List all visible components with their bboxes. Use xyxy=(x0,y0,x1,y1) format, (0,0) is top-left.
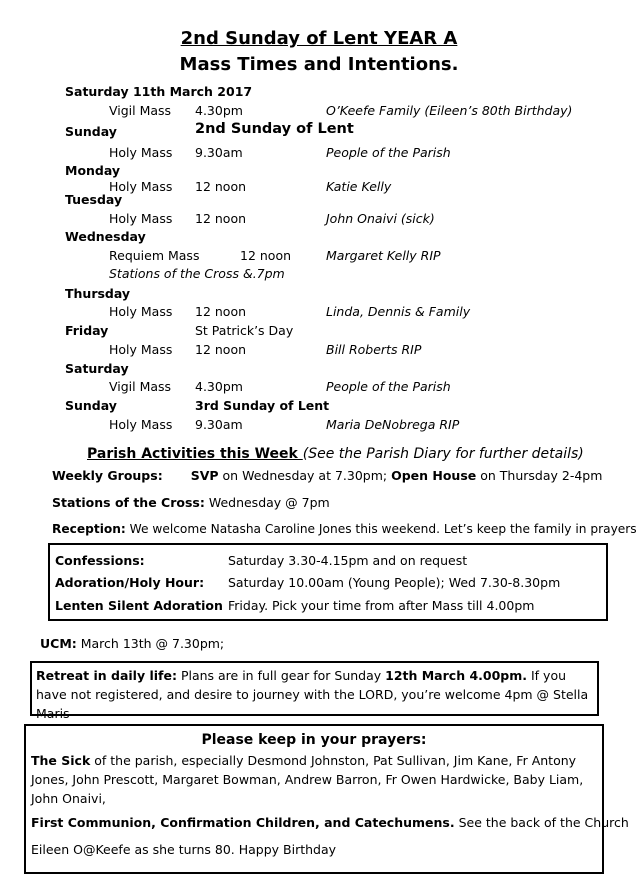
svp-text: on Wednesday at 7.30pm; xyxy=(218,468,392,483)
retreat-text-2: If you have not registered, and desire to journey with the LORD, you’re welcome 4pm @ Stella Maris xyxy=(36,668,589,721)
page-title: 2nd Sunday of Lent YEAR A xyxy=(180,28,458,49)
stations-line xyxy=(52,495,330,510)
retreat-text-1: Plans are in full gear for Sunday xyxy=(176,668,386,683)
feast-title: 3rd Sunday of Lent xyxy=(195,398,330,413)
mass-time: 12 noon xyxy=(195,342,247,357)
stations-note: Stations of the Cross &.7pm xyxy=(109,266,285,281)
mass-intention: Maria DeNobrega RIP xyxy=(326,417,460,432)
prayers-heading: Please keep in your prayers: xyxy=(201,732,427,748)
ucm-label: UCM: xyxy=(40,636,77,651)
day-label: Sunday xyxy=(65,398,117,413)
reception-line xyxy=(52,522,637,536)
day-label: Saturday xyxy=(65,361,129,376)
mass-intention: Bill Roberts RIP xyxy=(326,342,422,357)
open-house-label: Open House xyxy=(391,468,477,483)
ucm-text: March 13th @ 7.30pm; xyxy=(76,636,225,651)
mass-intention: People of the Parish xyxy=(326,379,451,394)
weekly-groups xyxy=(52,468,602,483)
eileen-line: Eileen O@Keefe as she turns 80. Happy Birthday xyxy=(31,842,337,857)
reception-text: We welcome Natasha Caroline Jones this weekend. Let’s keep the family in prayers xyxy=(125,522,637,536)
day-label: Monday xyxy=(65,163,121,178)
retreat-date: 12th March 4.00pm. xyxy=(385,668,528,683)
stations-text: Wednesday @ 7pm xyxy=(204,495,330,510)
adoration-text: Saturday 10.00am (Young People); Wed 7.30-8.30pm xyxy=(228,575,561,590)
day-label: Wednesday xyxy=(65,229,146,244)
communion-label: First Communion, Confirmation Children, and Catechumens. xyxy=(31,815,455,830)
page-subtitle: Mass Times and Intentions. xyxy=(179,54,459,75)
mass-time: 12 noon xyxy=(195,304,247,319)
mass-type: Holy Mass xyxy=(109,145,173,160)
feast-note: St Patrick’s Day xyxy=(195,323,294,338)
stations-label: Stations of the Cross: xyxy=(52,495,205,510)
day-label: Sunday xyxy=(65,124,117,139)
activities-heading-text: Parish Activities this Week xyxy=(87,446,303,462)
day-label: Tuesday xyxy=(65,192,123,207)
mass-intention: Margaret Kelly RIP xyxy=(326,248,441,263)
communion-line xyxy=(31,815,629,830)
sick-label: The Sick xyxy=(31,753,91,768)
open-house-text: on Thursday 2-4pm xyxy=(476,468,603,483)
mass-time: 4.30pm xyxy=(195,379,243,394)
day-label: Friday xyxy=(65,323,109,338)
mass-type: Holy Mass xyxy=(109,211,173,226)
mass-time: 9.30am xyxy=(195,417,243,432)
sick-text-block xyxy=(31,751,599,808)
activities-heading xyxy=(87,446,584,462)
communion-text: See the back of the Church xyxy=(454,815,629,830)
retreat-label: Retreat in daily life: xyxy=(36,668,177,683)
mass-intention: O’Keefe Family (Eileen’s 80th Birthday) xyxy=(326,103,573,118)
mass-time: 9.30am xyxy=(195,145,243,160)
retreat-text-block xyxy=(36,666,596,723)
mass-type: Holy Mass xyxy=(109,417,173,432)
lenten-text: Friday. Pick your time from after Mass till 4.00pm xyxy=(228,598,535,613)
mass-type: Vigil Mass xyxy=(109,379,172,394)
mass-intention: Linda, Dennis & Family xyxy=(326,304,471,319)
mass-time: 12 noon xyxy=(240,248,292,263)
mass-type: Holy Mass xyxy=(109,179,173,194)
ucm-line xyxy=(40,636,224,651)
mass-type: Holy Mass xyxy=(109,342,173,357)
mass-type: Vigil Mass xyxy=(109,103,172,118)
mass-type: Holy Mass xyxy=(109,304,173,319)
adoration-label: Adoration/Holy Hour: xyxy=(55,575,205,590)
lenten-label: Lenten Silent Adoration xyxy=(55,598,223,613)
activities-heading-note: (See the Parish Diary for further details) xyxy=(302,446,584,462)
mass-intention: John Onaivi (sick) xyxy=(326,211,435,226)
schedule-date: Saturday 11th March 2017 xyxy=(65,84,253,99)
feast-title: 2nd Sunday of Lent xyxy=(195,121,354,137)
confessions-label: Confessions: xyxy=(55,553,145,568)
sick-text: of the parish, especially Desmond Johnston, Pat Sullivan, Jim Kane, Fr Antony Jones, John Prescott, Margaret Bowman, Andrew Barron, Fr Owen Hardwicke, Baby Liam, John Onaivi, xyxy=(31,753,584,806)
mass-intention: Katie Kelly xyxy=(326,179,392,194)
weekly-groups-label: Weekly Groups: xyxy=(52,468,163,483)
day-label: Thursday xyxy=(65,286,131,301)
mass-type: Requiem Mass xyxy=(109,248,200,263)
mass-time: 12 noon xyxy=(195,211,247,226)
reception-label: Reception: xyxy=(52,522,126,536)
mass-intention: People of the Parish xyxy=(326,145,451,160)
svp-label: SVP xyxy=(190,468,219,483)
mass-time: 4.30pm xyxy=(195,103,243,118)
mass-time: 12 noon xyxy=(195,179,247,194)
confessions-text: Saturday 3.30-4.15pm and on request xyxy=(228,553,468,568)
